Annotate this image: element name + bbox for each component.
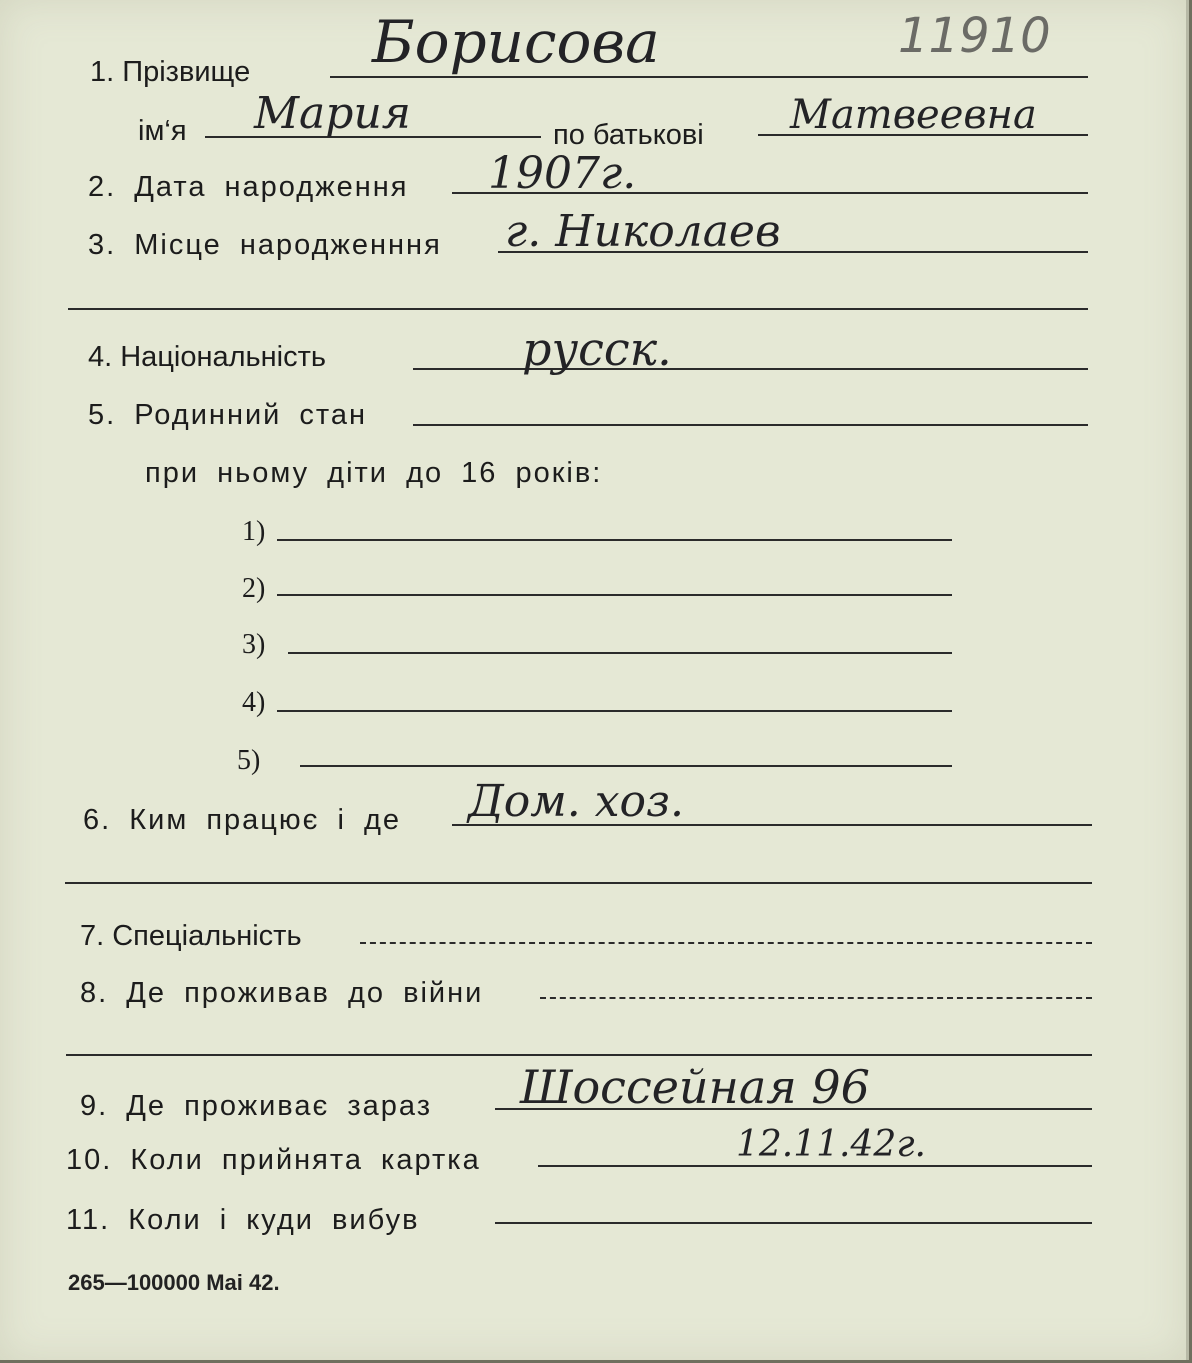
line-work-2[interactable] xyxy=(65,882,1092,884)
label-prewar-residence: 8. Де проживав до війни xyxy=(80,977,484,1009)
value-current-residence: Шоссейная 96 xyxy=(520,1060,870,1114)
child-number: 5) xyxy=(237,745,261,776)
child-line[interactable] xyxy=(277,539,952,541)
value-first-name: Мария xyxy=(254,88,411,139)
label-birth-date: 2. Дата народження xyxy=(88,171,409,203)
child-number: 4) xyxy=(242,687,266,718)
line-birth-place-2[interactable] xyxy=(68,308,1088,310)
label-patronymic: по батькові xyxy=(553,119,704,151)
child-number: 2) xyxy=(242,573,266,604)
label-marital-status: 5. Родинний стан xyxy=(88,399,368,431)
line-nationality[interactable] xyxy=(413,368,1088,370)
value-patronymic: Матвеевна xyxy=(790,92,1037,138)
label-surname: 1. Прізвище xyxy=(90,56,251,88)
value-birth-date: 1907г. xyxy=(488,148,637,199)
label-first-name: ім‘я xyxy=(138,115,187,147)
label-nationality: 4. Національність xyxy=(88,341,327,373)
label-departed: 11. Коли і куди вибув xyxy=(66,1204,420,1236)
child-number: 1) xyxy=(242,516,266,547)
line-surname[interactable] xyxy=(330,76,1088,78)
line-prewar-residence[interactable] xyxy=(540,997,1092,999)
child-line[interactable] xyxy=(277,710,952,712)
label-work: 6. Ким працює і де xyxy=(83,804,402,836)
value-card-accepted: 12.11.42г. xyxy=(736,1124,926,1165)
line-marital-status[interactable] xyxy=(413,424,1088,426)
child-line[interactable] xyxy=(288,652,952,654)
child-line[interactable] xyxy=(277,594,952,596)
child-number: 3) xyxy=(242,629,266,660)
card-number: 11910 xyxy=(898,8,1051,64)
label-current-residence: 9. Де проживає зараз xyxy=(80,1090,433,1122)
value-nationality: русск. xyxy=(522,322,672,376)
line-departed[interactable] xyxy=(495,1222,1092,1224)
line-prewar-residence-2[interactable] xyxy=(66,1054,1092,1056)
label-card-accepted: 10. Коли прийнята картка xyxy=(66,1144,481,1176)
label-specialty: 7. Спеціальність xyxy=(80,920,302,952)
child-line[interactable] xyxy=(300,765,952,767)
print-run-footer: 265—100000 Mai 42. xyxy=(68,1270,280,1295)
label-birth-place: 3. Місце народженння xyxy=(88,229,442,261)
line-card-accepted[interactable] xyxy=(538,1165,1092,1167)
value-work: Дом. хоз. xyxy=(468,776,685,827)
value-birth-place: г. Николаев xyxy=(505,206,781,257)
line-specialty[interactable] xyxy=(360,942,1092,944)
children-heading: при ньому діти до 16 років: xyxy=(145,457,603,489)
value-surname: Борисова xyxy=(372,8,660,76)
